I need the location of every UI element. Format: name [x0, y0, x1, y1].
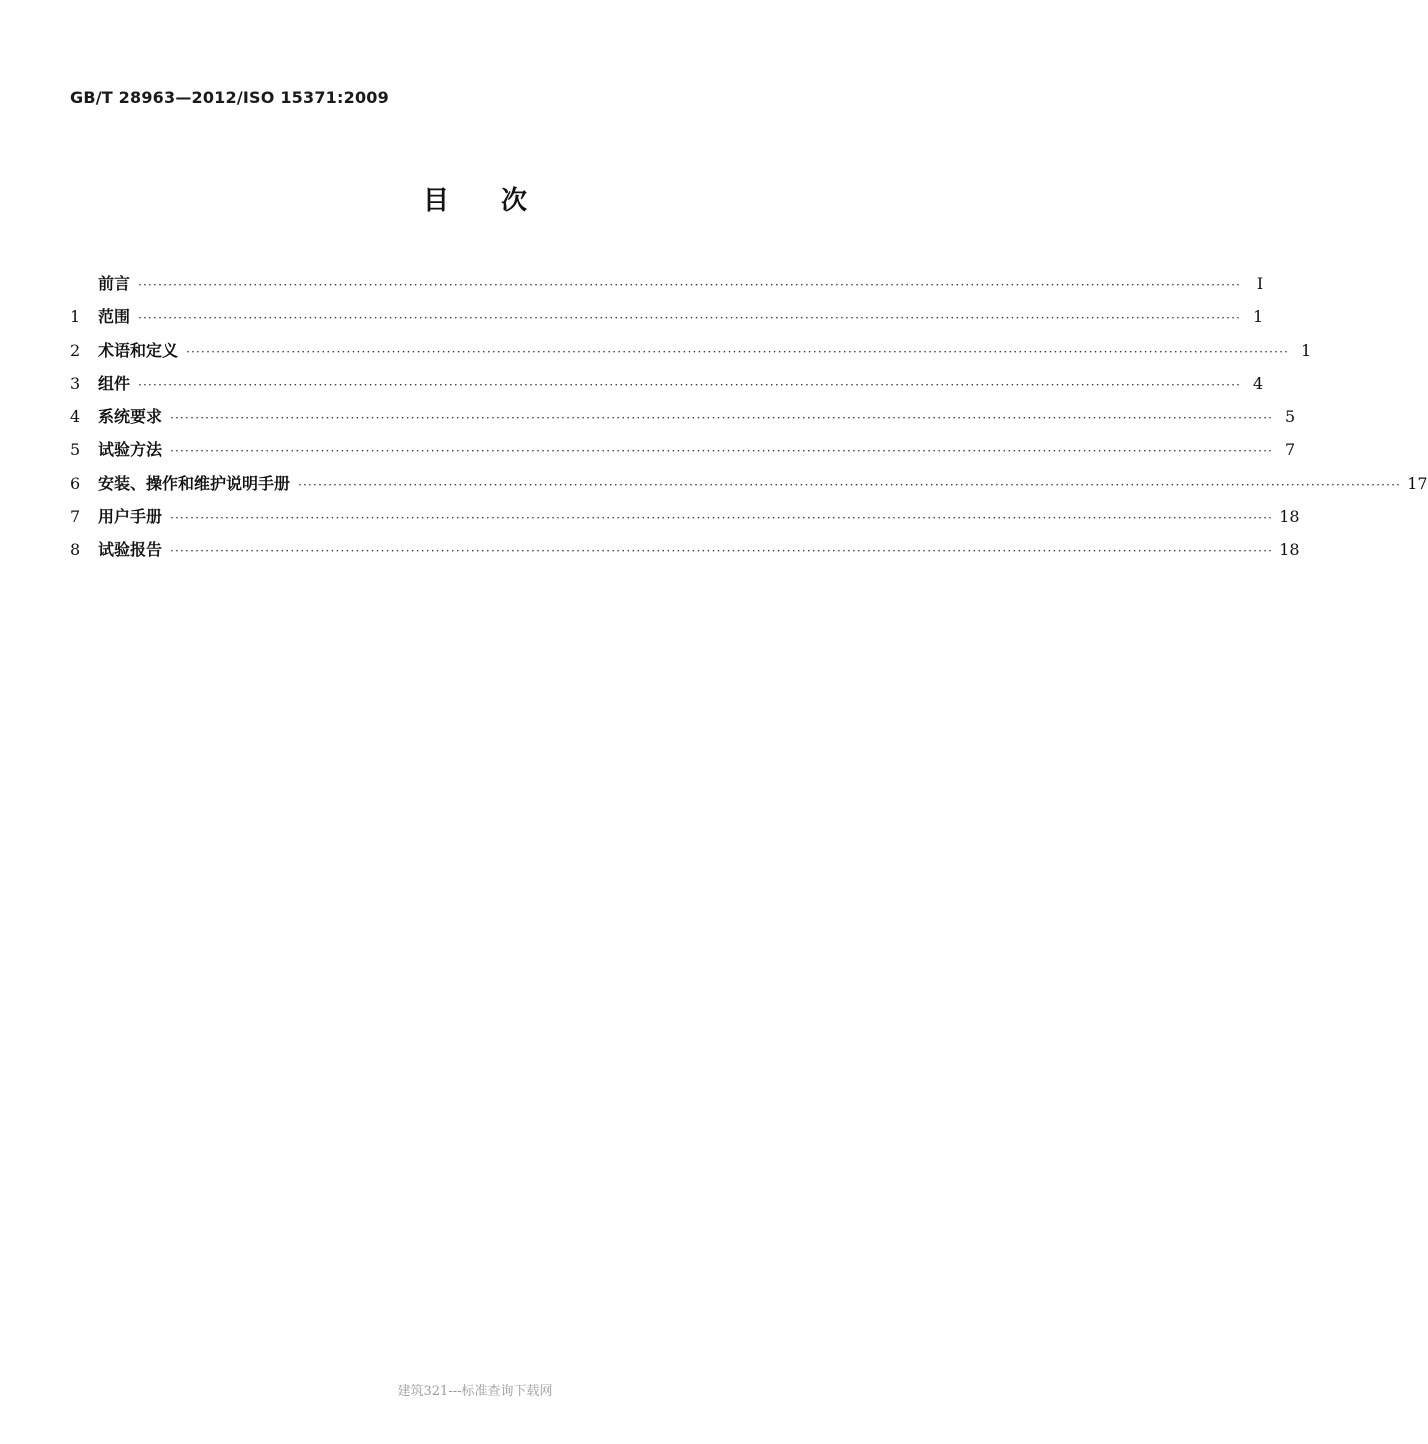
toc-entry-page: 1: [1253, 307, 1264, 327]
dot-leader: ····························································································································································································································: [170, 411, 1274, 426]
dot-leader: ····························································································································································································································: [170, 444, 1274, 459]
toc-entry-page: 18: [1279, 540, 1300, 560]
dot-leader: ····························································································································································································································: [298, 477, 1402, 492]
dot-leader: ····························································································································································································································: [170, 511, 1274, 526]
toc-entry-label: 用户手册: [98, 507, 163, 527]
toc-entry-test-report[interactable]: [70, 536, 1300, 569]
toc-entry-user-manual[interactable]: [70, 503, 1300, 536]
toc-entry-number: 1: [70, 307, 81, 327]
toc-entry-system-requirements[interactable]: [70, 403, 1296, 436]
toc-title: 目次: [422, 186, 579, 216]
toc-entry-number: 2: [70, 340, 81, 360]
toc-entry-installation-manual[interactable]: [70, 470, 1428, 503]
toc-entry-components[interactable]: [70, 370, 1264, 403]
toc-entry-number: 8: [70, 540, 81, 560]
toc-entry-label: 系统要求: [98, 407, 163, 427]
toc-entry-label: 范围: [98, 307, 131, 327]
table-of-contents: [70, 270, 1428, 570]
dot-leader: ····························································································································································································································: [138, 278, 1242, 292]
toc-entry-terms[interactable]: [70, 337, 1312, 370]
toc-entry-label: 术语和定义: [98, 340, 179, 360]
dot-leader: ····························································································································································································································: [138, 377, 1242, 392]
toc-entry-foreword[interactable]: [70, 270, 1264, 303]
watermark-text: 建筑321---标准查询下载网: [397, 1384, 553, 1399]
toc-entry-number: 7: [70, 507, 81, 527]
toc-entry-label: 前言: [98, 274, 131, 293]
toc-entry-number: 5: [70, 440, 81, 460]
toc-entry-page: Ⅰ: [1256, 274, 1264, 293]
dot-leader: ····························································································································································································································: [170, 544, 1274, 559]
toc-entry-page: 7: [1285, 440, 1296, 460]
dot-leader: ····························································································································································································································: [138, 311, 1242, 326]
toc-entry-page: 4: [1253, 373, 1264, 393]
toc-entry-label: 安装、操作和维护说明手册: [98, 473, 291, 493]
toc-entry-number: 4: [70, 407, 81, 427]
toc-entry-page: 17: [1407, 473, 1428, 493]
toc-entry-label: 组件: [98, 373, 131, 393]
toc-entry-page: 18: [1279, 507, 1300, 527]
toc-entry-page: 5: [1285, 407, 1296, 427]
toc-entry-test-methods[interactable]: [70, 436, 1296, 469]
toc-entry-label: 试验方法: [98, 440, 163, 460]
document-code: GB/T 28963—2012/ISO 15371:2009: [70, 88, 389, 107]
toc-entry-label: 试验报告: [98, 540, 163, 560]
dot-leader: ····························································································································································································································: [186, 344, 1290, 359]
toc-entry-number: 3: [70, 373, 81, 393]
toc-entry-scope[interactable]: [70, 303, 1264, 336]
toc-entry-page: 1: [1301, 340, 1312, 360]
toc-entry-number: 6: [70, 473, 81, 493]
